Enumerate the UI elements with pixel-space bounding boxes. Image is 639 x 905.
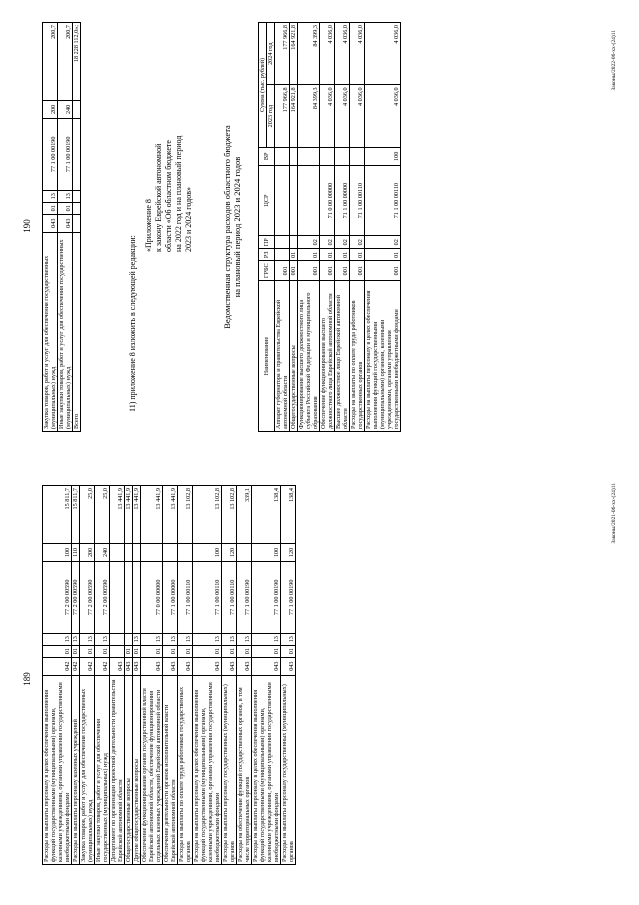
cell-name: Расходы на выплаты по оплате труда работников государственных органов: [178, 675, 193, 864]
cell-y2023: 4 036,0: [320, 85, 335, 147]
cell-grbs: 042: [80, 657, 95, 675]
cell-csr: 77 2 00 00590: [43, 561, 72, 633]
cell-grbs: 043: [125, 657, 133, 675]
table-row: [133, 486, 141, 865]
cell-rz: [110, 645, 125, 657]
table-row: [298, 23, 320, 432]
cell-name: Департамент по организации проектной деятельности правительства Еврейской автономной области: [110, 675, 125, 864]
table-row: [222, 486, 237, 865]
cell-pr: 13: [237, 633, 252, 645]
cell-pr: 13: [163, 633, 178, 645]
cell-pr: 13: [141, 633, 163, 645]
table-row: [281, 486, 296, 865]
cell-csr: 71 0 00 00000: [320, 165, 335, 235]
cell-y2024: 4 036,0: [350, 23, 365, 85]
cell-csr: 77 1 00 00190: [237, 561, 252, 633]
cell-vr: [320, 147, 335, 165]
cell-rz: 01: [72, 645, 80, 657]
cell-csr: 77 1 00 00110: [222, 561, 237, 633]
table-row: [73, 23, 81, 432]
cell-csr: [125, 561, 133, 633]
header-2023: 2023 год: [267, 85, 275, 147]
cell-csr: 77 1 00 00110: [178, 561, 193, 633]
cell-name: Расходы на выплаты персоналу в целях обеспечения выполнения функций государственными (муниципальными) органами, казенными учреждениями, органами управления государственными внебюджетными фондами: [193, 675, 222, 864]
cell-sum: 13 441,9: [125, 486, 133, 544]
cell-grbs: 043: [237, 657, 252, 675]
cell-grbs: 001: [290, 261, 298, 281]
cell-vr: 200: [80, 543, 95, 561]
cell-pr: [125, 633, 133, 645]
cell-pr: 13: [193, 633, 222, 645]
cell-pr: 02: [320, 236, 335, 249]
header-name: Наименование: [259, 281, 275, 432]
cell-y2024: 164 921,8: [290, 23, 298, 85]
cell-y2024: 4 036,0: [335, 23, 350, 85]
cell-rz: 01: [141, 645, 163, 657]
amendment-heading: 11) приложение 8 изложить в следующей редакции:: [128, 235, 137, 412]
cell-rz: 01: [193, 645, 222, 657]
cell-vr: 100: [193, 543, 222, 561]
cell-y2024: 177 966,8: [275, 23, 290, 85]
cell-sum: 13 441,9: [141, 486, 163, 544]
cell-pr: [73, 190, 81, 202]
cell-pr: [275, 236, 290, 249]
table-row: [72, 486, 80, 865]
cell-grbs: [73, 214, 81, 232]
cell-csr: 77 1 00 00190: [43, 118, 58, 190]
cell-name: Расходы на выплаты персоналу в целях обеспечения выполнения функций государственными (муниципальными) органами, казенными учреждениями, органами управления государственными внебюджетными фондами: [252, 675, 281, 864]
cell-vr: 240: [95, 543, 110, 561]
cell-rz: [275, 249, 290, 261]
cell-csr: 77 0 00 00000: [141, 561, 163, 633]
cell-vr: 200: [43, 100, 58, 118]
cell-vr: [141, 543, 163, 561]
cell-name: Расходы на выплаты персоналу в целях обеспечения выполнения функций государственными (муниципальными) органами, казенными учреждениями, органами управления государственными внебюджетными фондами: [365, 281, 401, 432]
cell-name: Расходы на обеспечение функций государственных органов, в том числе территориальных органов: [237, 675, 252, 864]
cell-vr: [298, 147, 320, 165]
cell-vr: 100: [252, 543, 281, 561]
cell-vr: [335, 147, 350, 165]
cell-name: Обеспечение функционирования органов государственной власти Еврейской автономной области, обеспечение функционирования отдельных казенных учреждений Еврейской автономной области: [141, 675, 163, 864]
header-vr: ВР: [259, 147, 275, 165]
cell-sum: 200,7: [43, 23, 58, 101]
cell-grbs: 043: [252, 657, 281, 675]
cell-y2023: 4 036,0: [365, 85, 401, 147]
cell-sum: 15 811,7: [72, 486, 80, 544]
appendix-line: «Приложение 8: [144, 199, 153, 252]
appendix-line: к закону Еврейской автономной: [154, 143, 163, 252]
budget-table-left: [42, 485, 296, 865]
cell-vr: 240: [58, 100, 73, 118]
cell-grbs: 042: [95, 657, 110, 675]
table-row: [365, 23, 401, 432]
cell-rz: 01: [237, 645, 252, 657]
appendix-line: области «Об областном бюджете: [164, 140, 173, 252]
cell-grbs: 001: [335, 261, 350, 281]
cell-name: Иные закупки товаров, работ и услуг для обеспечения государственных (муниципальных) нужд: [58, 232, 73, 431]
cell-grbs: 043: [43, 214, 58, 232]
page-number: 190: [22, 219, 32, 233]
cell-grbs: 001: [320, 261, 335, 281]
cell-vr: [237, 543, 252, 561]
appendix-note: [144, 32, 194, 252]
cell-sum: 138,4: [252, 486, 281, 544]
cell-pr: 02: [298, 236, 320, 249]
cell-y2023: 177 966,8: [275, 85, 290, 147]
table-row: [350, 23, 365, 432]
cell-name: Обеспечение деятельности органов исполнительной власти Еврейской автономной области: [163, 675, 178, 864]
cell-grbs: 043: [178, 657, 193, 675]
cell-vr: [290, 147, 298, 165]
cell-csr: [275, 165, 290, 235]
cell-sum: 200,7: [58, 23, 73, 101]
cell-name: Расходы на выплаты персоналу государственных (муниципальных) органов: [281, 675, 296, 864]
cell-rz: 01: [222, 645, 237, 657]
cell-vr: [350, 147, 365, 165]
cell-pr: 13: [222, 633, 237, 645]
cell-csr: 71 1 00 00000: [335, 165, 350, 235]
cell-csr: 77 2 00 00590: [95, 561, 110, 633]
cell-grbs: 043: [141, 657, 163, 675]
cell-vr: [73, 100, 81, 118]
cell-vr: [125, 543, 133, 561]
cell-y2024: 4 036,0: [365, 23, 401, 85]
cell-name: Расходы на выплаты по оплате труда работников государственных органов: [350, 281, 365, 432]
table-caption: [222, 22, 242, 432]
cell-pr: 13: [252, 633, 281, 645]
cell-rz: 01: [281, 645, 296, 657]
cell-sum: 13 102,8: [193, 486, 222, 544]
table-row: [110, 486, 125, 865]
cell-grbs: 042: [72, 657, 80, 675]
cell-rz: 01: [178, 645, 193, 657]
cell-vr: [178, 543, 193, 561]
cell-grbs: 043: [58, 214, 73, 232]
cell-pr: 13: [43, 633, 72, 645]
cell-csr: 77 2 00 00590: [80, 561, 95, 633]
cell-pr: 13: [80, 633, 95, 645]
cell-sum: 13 441,9: [110, 486, 125, 544]
cell-sum: 18 228 112,0»;: [73, 23, 81, 101]
cell-csr: [133, 561, 141, 633]
table-row: [43, 23, 58, 432]
cell-grbs: 043: [193, 657, 222, 675]
table-row: [80, 486, 95, 865]
cell-csr: 77 1 00 00190: [281, 561, 296, 633]
cell-csr: [73, 118, 81, 190]
cell-rz: 01: [95, 645, 110, 657]
table-row: [252, 486, 281, 865]
cell-sum: 13 441,9: [133, 486, 141, 544]
cell-rz: 01: [43, 202, 58, 214]
cell-vr: [110, 543, 125, 561]
header-rz: РЗ: [259, 249, 275, 261]
departmental-structure-table: [258, 22, 401, 432]
cell-name: Высшее должностное лицо Еврейской автономной области: [335, 281, 350, 432]
page-footer: Законы/2022-06-хх-(24)11: [611, 30, 617, 91]
cell-csr: [110, 561, 125, 633]
budget-table-continued: [42, 22, 81, 432]
cell-y2024: 84 399,3: [298, 23, 320, 85]
caption-line: Ведомственная структура расходов областного бюджета: [222, 125, 232, 329]
cell-csr: 77 1 00 00190: [252, 561, 281, 633]
cell-rz: 01: [320, 249, 335, 261]
cell-csr: 77 1 00 00190: [58, 118, 73, 190]
header-csr: ЦСР: [259, 165, 275, 235]
cell-y2023: 164 921,8: [290, 85, 298, 147]
header-grbs: ГРБС: [259, 261, 275, 281]
cell-vr: 120: [281, 543, 296, 561]
cell-grbs: 043: [163, 657, 178, 675]
cell-sum: 339,1: [237, 486, 252, 544]
cell-sum: 15 811,7: [43, 486, 72, 544]
cell-csr: 71 1 00 00110: [350, 165, 365, 235]
cell-pr: 02: [350, 236, 365, 249]
table-row: [275, 23, 290, 432]
cell-name: Расходы на выплаты персоналу казенных учреждений: [72, 675, 80, 864]
cell-grbs: 043: [110, 657, 125, 675]
table-row: [237, 486, 252, 865]
cell-name: Расходы на выплаты персоналу в целях обеспечения выполнения функций государственными (муниципальными) органами, казенными учреждениями, органами управления государственными внебюджетными фондами: [43, 675, 72, 864]
cell-name: Закупка товаров, работ и услуг для обеспечения государственных (муниципальных) нужд: [43, 232, 58, 431]
cell-name: Иные закупки товаров, работ и услуг для обеспечения государственных (муниципальных) нужд: [95, 675, 110, 864]
cell-rz: 01: [350, 249, 365, 261]
cell-rz: 01: [335, 249, 350, 261]
caption-line: на плановый период 2023 и 2024 годов: [232, 156, 242, 298]
cell-vr: [275, 147, 290, 165]
header-sum: Сумма (тыс. рублей): [259, 23, 267, 148]
cell-rz: 01: [133, 645, 141, 657]
cell-name: Общегосударственные вопросы: [290, 281, 298, 432]
cell-grbs: 001: [350, 261, 365, 281]
cell-pr: [110, 633, 125, 645]
cell-name: Обеспечение функционирования высшего должностного лица Еврейской автономной области: [320, 281, 335, 432]
table-row: [290, 23, 298, 432]
cell-rz: 01: [43, 645, 72, 657]
cell-pr: 13: [43, 190, 58, 202]
header-pr: ПР: [259, 236, 275, 249]
cell-csr: 71 1 00 00110: [365, 165, 401, 235]
cell-csr: [290, 165, 298, 235]
cell-name: Общегосударственные вопросы: [125, 675, 133, 864]
cell-sum: 13 102,8: [222, 486, 237, 544]
cell-y2023: 4 036,0: [335, 85, 350, 147]
cell-csr: [298, 165, 320, 235]
cell-name: Функционирование высшего должностного лица субъекта Российской Федерации и муниципального образования: [298, 281, 320, 432]
table-row: [335, 23, 350, 432]
table-row: [320, 23, 335, 432]
cell-name: Всего: [73, 232, 81, 431]
cell-name: Другие общегосударственные вопросы: [133, 675, 141, 864]
cell-csr: 77 2 00 00590: [72, 561, 80, 633]
cell-sum: 25,0: [95, 486, 110, 544]
cell-rz: 01: [298, 249, 320, 261]
page-number: 189: [22, 672, 32, 686]
page-left: [0, 453, 639, 905]
cell-name: Закупка товаров, работ и услуг для обеспечения государственных (муниципальных) нужд: [80, 675, 95, 864]
cell-rz: 01: [80, 645, 95, 657]
cell-grbs: 043: [133, 657, 141, 675]
cell-pr: 13: [281, 633, 296, 645]
appendix-line: 2023 и 2024 годов»: [184, 187, 193, 252]
page-right: [0, 0, 639, 452]
table-row: [163, 486, 178, 865]
cell-grbs: 042: [43, 657, 72, 675]
cell-vr: 100: [43, 543, 72, 561]
cell-sum: 13 102,8: [178, 486, 193, 544]
cell-rz: 01: [125, 645, 133, 657]
table-row: [125, 486, 133, 865]
cell-pr: 13: [95, 633, 110, 645]
table-row: [193, 486, 222, 865]
header-2024: 2024 год: [267, 23, 275, 85]
cell-pr: 13: [72, 633, 80, 645]
cell-pr: 13: [178, 633, 193, 645]
cell-csr: 77 1 00 00000: [163, 561, 178, 633]
cell-rz: 01: [58, 202, 73, 214]
table-row: [43, 486, 72, 865]
cell-vr: 120: [222, 543, 237, 561]
cell-rz: 01: [252, 645, 281, 657]
cell-grbs: 001: [275, 261, 290, 281]
cell-pr: [290, 236, 298, 249]
cell-csr: 77 1 00 00110: [193, 561, 222, 633]
table-row: [178, 486, 193, 865]
cell-name: Аппарат губернатора и правительства Еврейской автономной области: [275, 281, 290, 432]
cell-pr: 13: [58, 190, 73, 202]
cell-pr: 13: [133, 633, 141, 645]
page-footer: Законы/2021-06-хх-(24)11: [611, 483, 617, 544]
cell-grbs: 001: [298, 261, 320, 281]
cell-pr: 02: [365, 236, 401, 249]
cell-y2023: 84 399,3: [298, 85, 320, 147]
appendix-line: на 2022 год и на плановый период: [174, 135, 183, 252]
cell-y2023: 4 036,0: [350, 85, 365, 147]
cell-vr: [163, 543, 178, 561]
cell-rz: 01: [365, 249, 401, 261]
cell-pr: 02: [335, 236, 350, 249]
table-row: [58, 23, 73, 432]
cell-grbs: 043: [281, 657, 296, 675]
cell-rz: [73, 202, 81, 214]
cell-vr: 100: [365, 147, 401, 165]
cell-grbs: 001: [365, 261, 401, 281]
table-row: [95, 486, 110, 865]
cell-y2024: 4 036,0: [320, 23, 335, 85]
cell-vr: [133, 543, 141, 561]
cell-vr: 110: [72, 543, 80, 561]
cell-sum: 25,0: [80, 486, 95, 544]
cell-grbs: 043: [222, 657, 237, 675]
cell-sum: 138,4: [281, 486, 296, 544]
table-row: [141, 486, 163, 865]
cell-rz: 01: [290, 249, 298, 261]
cell-rz: 01: [163, 645, 178, 657]
cell-sum: 13 441,9: [163, 486, 178, 544]
cell-name: Расходы на выплаты персоналу государственных (муниципальных) органов: [222, 675, 237, 864]
